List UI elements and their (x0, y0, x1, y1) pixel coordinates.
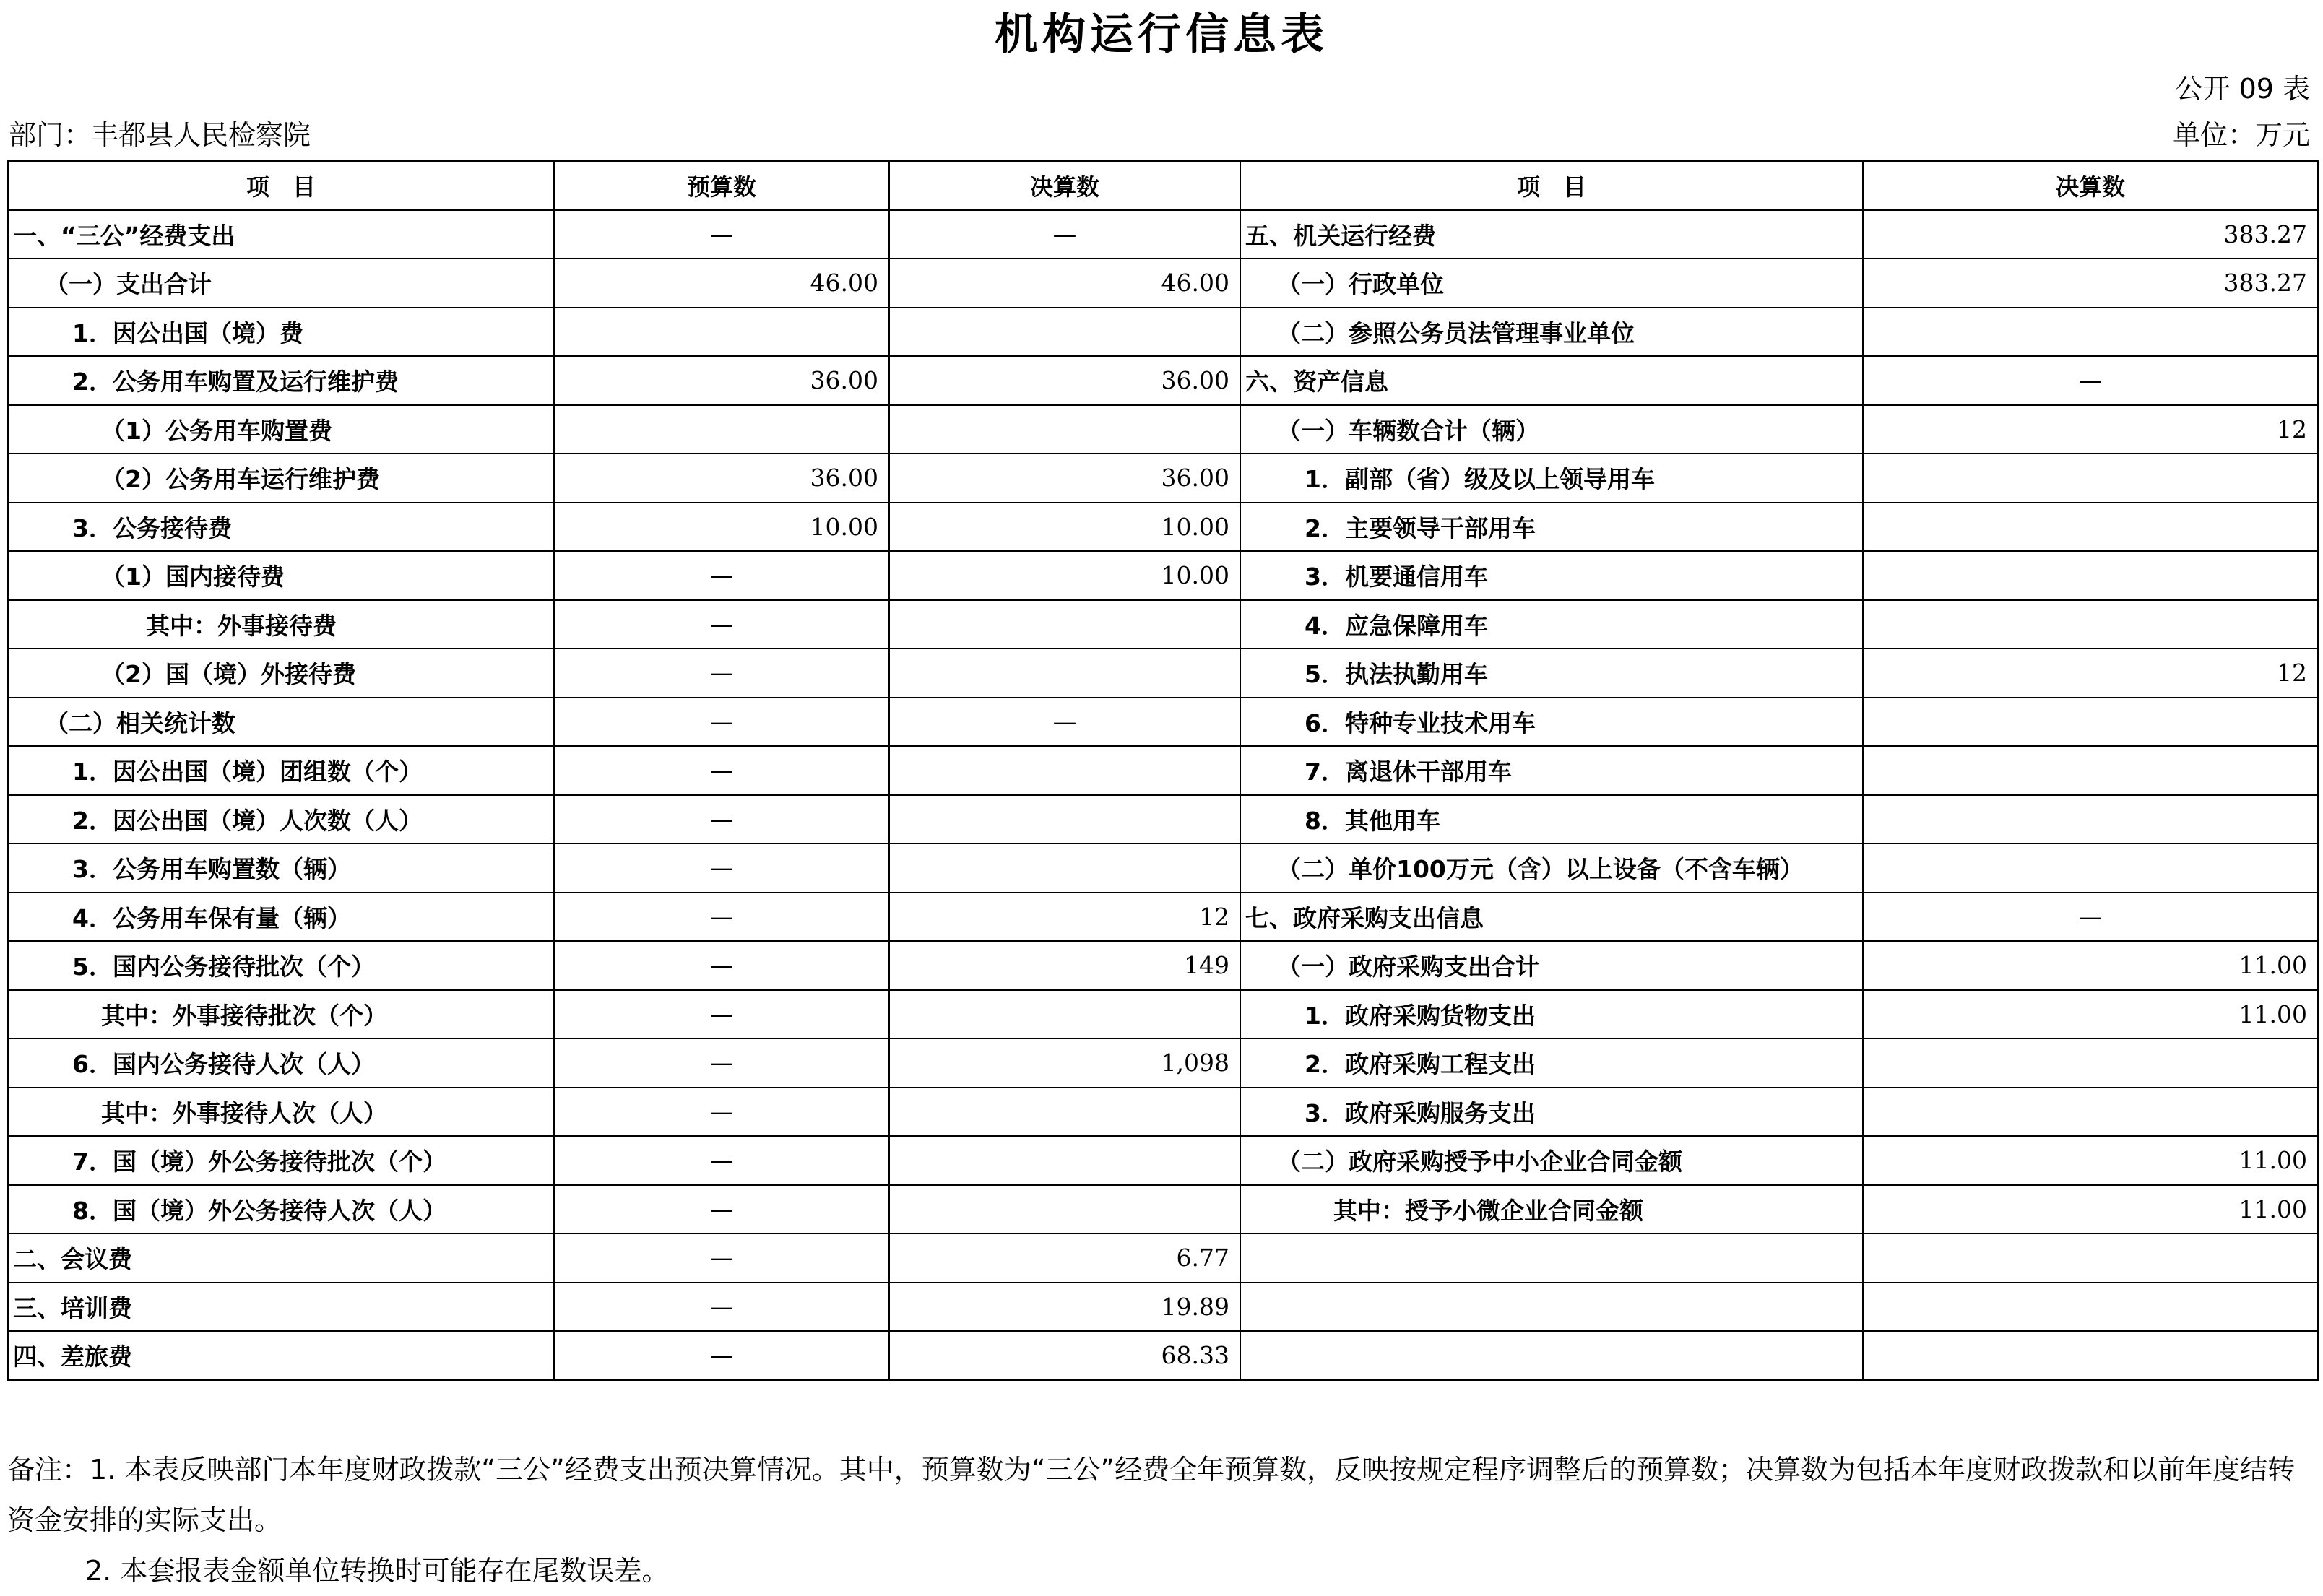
final-cell (889, 795, 1240, 844)
right-final-cell (1863, 454, 2318, 503)
table-row (8, 1088, 2318, 1137)
right-item-cell: 2．主要领导干部用车 (1240, 503, 1863, 552)
right-final-cell (1863, 746, 2318, 795)
budget-cell: 36.00 (554, 454, 889, 503)
right-final-cell: 383.27 (1863, 210, 2318, 259)
right-final-cell: — (1863, 356, 2318, 405)
left-item-cell: 四、差旅费 (8, 1331, 554, 1380)
right-item-cell: 1．政府采购货物支出 (1240, 990, 1863, 1039)
budget-cell (554, 308, 889, 357)
header-final-right: 决算数 (1863, 161, 2318, 210)
right-item-cell: 6．特种专业技术用车 (1240, 698, 1863, 747)
table-row (8, 1233, 2318, 1283)
right-final-cell: 12 (1863, 649, 2318, 698)
note-line-1: 备注：1. 本表反映部门本年度财政拨款“三公”经费支出预决算情况。其中，预算数为“三公”经费全年预算数，反映按规定程序调整后的预算数；决算数为包括本年度财政拨款和以前年度结转 (7, 1454, 2296, 1486)
final-cell (889, 1185, 1240, 1234)
left-item-cell: 7．国（境）外公务接待批次（个） (8, 1136, 554, 1185)
budget-cell: — (554, 1136, 889, 1185)
left-item-cell: 一、“三公”经费支出 (8, 210, 554, 259)
budget-cell (554, 405, 889, 454)
left-item-cell: 3．公务接待费 (8, 503, 554, 552)
budget-cell: — (554, 990, 889, 1039)
header-budget: 预算数 (554, 161, 889, 210)
budget-cell: — (554, 1185, 889, 1234)
left-item-cell: 3．公务用车购置数（辆） (8, 843, 554, 893)
final-cell (889, 843, 1240, 893)
table-row (8, 210, 2318, 259)
final-cell (889, 746, 1240, 795)
left-item-cell: 5．国内公务接待批次（个） (8, 941, 554, 990)
right-item-cell: 7．离退休干部用车 (1240, 746, 1863, 795)
right-item-cell: （二）政府采购授予中小企业合同金额 (1240, 1136, 1863, 1185)
table-row (8, 405, 2318, 454)
table-row (8, 941, 2318, 990)
right-item-cell: 5．执法执勤用车 (1240, 649, 1863, 698)
budget-cell: — (554, 1088, 889, 1137)
left-item-cell: 其中：外事接待人次（人） (8, 1088, 554, 1137)
right-final-cell (1863, 551, 2318, 600)
table-row (8, 1038, 2318, 1088)
table-row (8, 308, 2318, 357)
table-row (8, 746, 2318, 795)
right-final-cell (1863, 698, 2318, 747)
table-row (8, 356, 2318, 405)
left-item-cell: 8．国（境）外公务接待人次（人） (8, 1185, 554, 1234)
final-cell: 68.33 (889, 1331, 1240, 1380)
budget-cell: 10.00 (554, 503, 889, 552)
right-item-cell: 其中：授予小微企业合同金额 (1240, 1185, 1863, 1234)
budget-cell: — (554, 210, 889, 259)
final-cell (889, 990, 1240, 1039)
right-final-cell (1863, 1283, 2318, 1332)
budget-cell: — (554, 1038, 889, 1088)
right-final-cell (1863, 795, 2318, 844)
right-item-cell: 3．机要通信用车 (1240, 551, 1863, 600)
budget-cell: — (554, 746, 889, 795)
table-header-row (8, 161, 2318, 210)
right-item-cell (1240, 1233, 1863, 1283)
table-row (8, 795, 2318, 844)
header-item: 项 目 (8, 161, 554, 210)
left-item-cell: 二、会议费 (8, 1233, 554, 1283)
right-item-cell: 七、政府采购支出信息 (1240, 893, 1863, 942)
left-item-cell: （1）公务用车购置费 (8, 405, 554, 454)
table-row (8, 698, 2318, 747)
budget-cell: — (554, 1233, 889, 1283)
page-title: 机构运行信息表 (995, 9, 1328, 60)
left-item-cell: 1．因公出国（境）费 (8, 308, 554, 357)
budget-cell: — (554, 649, 889, 698)
left-item-cell: （1）国内接待费 (8, 551, 554, 600)
left-item-cell: （2）公务用车运行维护费 (8, 454, 554, 503)
left-item-cell: 1．因公出国（境）团组数（个） (8, 746, 554, 795)
left-item-cell: 三、培训费 (8, 1283, 554, 1332)
table-row (8, 503, 2318, 552)
right-final-cell: 11.00 (1863, 941, 2318, 990)
right-final-cell (1863, 1038, 2318, 1088)
left-item-cell: 其中：外事接待批次（个） (8, 990, 554, 1039)
final-cell: — (889, 698, 1240, 747)
right-final-cell (1863, 600, 2318, 649)
budget-cell: 46.00 (554, 259, 889, 308)
table-row (8, 551, 2318, 600)
final-cell (889, 308, 1240, 357)
right-final-cell (1863, 308, 2318, 357)
final-cell: 46.00 (889, 259, 1240, 308)
table-row (8, 1331, 2318, 1380)
final-cell: 10.00 (889, 503, 1240, 552)
right-final-cell: — (1863, 893, 2318, 942)
table-row (8, 649, 2318, 698)
left-item-cell: 2．公务用车购置及运行维护费 (8, 356, 554, 405)
final-cell (889, 649, 1240, 698)
final-cell (889, 1136, 1240, 1185)
final-cell (889, 600, 1240, 649)
right-item-cell: 2．政府采购工程支出 (1240, 1038, 1863, 1088)
final-cell (889, 405, 1240, 454)
right-item-cell: 3．政府采购服务支出 (1240, 1088, 1863, 1137)
right-item-cell: （一）车辆数合计（辆） (1240, 405, 1863, 454)
budget-cell: — (554, 698, 889, 747)
left-item-cell: 2．因公出国（境）人次数（人） (8, 795, 554, 844)
final-cell: 10.00 (889, 551, 1240, 600)
final-cell: 1,098 (889, 1038, 1240, 1088)
right-item-cell: 六、资产信息 (1240, 356, 1863, 405)
notes (7, 1444, 2316, 1596)
right-final-cell (1863, 843, 2318, 893)
left-item-cell: （2）国（境）外接待费 (8, 649, 554, 698)
budget-cell: — (554, 1283, 889, 1332)
final-cell: 36.00 (889, 454, 1240, 503)
table-row (8, 1185, 2318, 1234)
table-row (8, 259, 2318, 308)
institution-info-table (7, 160, 2319, 1381)
final-cell: 12 (889, 893, 1240, 942)
left-item-cell: （二）相关统计数 (8, 698, 554, 747)
department-label: 部门：丰都县人民检察院 (9, 119, 311, 151)
budget-cell: — (554, 795, 889, 844)
right-final-cell: 383.27 (1863, 259, 2318, 308)
header-item-right: 项 目 (1240, 161, 1863, 210)
budget-cell: — (554, 843, 889, 893)
right-final-cell (1863, 503, 2318, 552)
table-row (8, 893, 2318, 942)
budget-cell: — (554, 941, 889, 990)
note-line-1-cont: 资金安排的实际支出。 (7, 1504, 282, 1536)
header-final: 决算数 (889, 161, 1240, 210)
right-final-cell: 11.00 (1863, 990, 2318, 1039)
final-cell: 19.89 (889, 1283, 1240, 1332)
final-cell (889, 1088, 1240, 1137)
right-item-cell: 1．副部（省）级及以上领导用车 (1240, 454, 1863, 503)
right-final-cell: 11.00 (1863, 1185, 2318, 1234)
table-row (8, 1136, 2318, 1185)
right-item-cell: （二）单价100万元（含）以上设备（不含车辆） (1240, 843, 1863, 893)
table-number: 公开 09 表 (2175, 73, 2310, 105)
right-item-cell: （二）参照公务员法管理事业单位 (1240, 308, 1863, 357)
table-row (8, 990, 2318, 1039)
final-cell: 36.00 (889, 356, 1240, 405)
note-line-2: 2. 本套报表金额单位转换时可能存在尾数误差。 (85, 1555, 670, 1587)
right-final-cell (1863, 1088, 2318, 1137)
table-row (8, 843, 2318, 893)
table-body (8, 210, 2318, 1380)
table-row (8, 1283, 2318, 1332)
right-final-cell (1863, 1233, 2318, 1283)
left-item-cell: （一）支出合计 (8, 259, 554, 308)
left-item-cell: 4．公务用车保有量（辆） (8, 893, 554, 942)
table-row (8, 454, 2318, 503)
unit-label: 单位：万元 (2172, 119, 2310, 151)
right-item-cell: （一）政府采购支出合计 (1240, 941, 1863, 990)
budget-cell: — (554, 1331, 889, 1380)
table-row (8, 600, 2318, 649)
final-cell: 6.77 (889, 1233, 1240, 1283)
left-item-cell: 6．国内公务接待人次（人） (8, 1038, 554, 1088)
right-final-cell (1863, 1331, 2318, 1380)
right-item-cell: 4．应急保障用车 (1240, 600, 1863, 649)
budget-cell: 36.00 (554, 356, 889, 405)
right-item-cell (1240, 1283, 1863, 1332)
final-cell: — (889, 210, 1240, 259)
left-item-cell: 其中：外事接待费 (8, 600, 554, 649)
right-item-cell: （一）行政单位 (1240, 259, 1863, 308)
right-item-cell: 五、机关运行经费 (1240, 210, 1863, 259)
budget-cell: — (554, 551, 889, 600)
right-final-cell: 12 (1863, 405, 2318, 454)
budget-cell: — (554, 893, 889, 942)
right-item-cell: 8．其他用车 (1240, 795, 1863, 844)
budget-cell: — (554, 600, 889, 649)
right-final-cell: 11.00 (1863, 1136, 2318, 1185)
final-cell: 149 (889, 941, 1240, 990)
right-item-cell (1240, 1331, 1863, 1380)
